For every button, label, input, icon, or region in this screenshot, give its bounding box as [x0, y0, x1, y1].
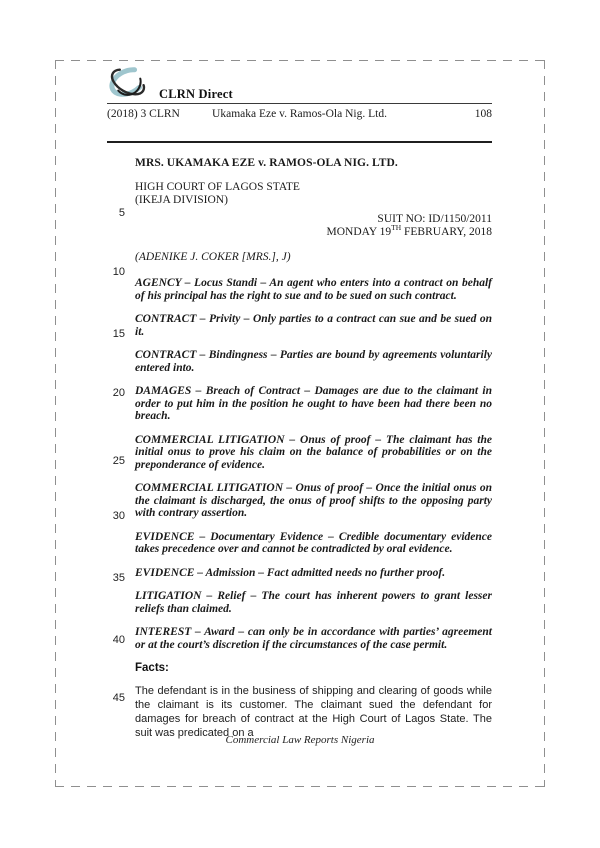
line-number: 35 [112, 572, 125, 584]
line-number: 15 [112, 328, 125, 340]
line-number: 5 [118, 207, 125, 219]
headnote-contract-privity: CONTRACT – Privity – Only parties to a contract can sue and be sued on it. [135, 313, 492, 338]
running-head [107, 108, 492, 120]
case-report-body [135, 157, 492, 740]
court-division: (IKEJA DIVISION) [135, 194, 228, 206]
headnote-commercial-litigation-1: COMMERCIAL LITIGATION – Onus of proof – The claimant has the initial onus to prove his claim on the balance of probabilities or on the preponderance of evidence. [135, 433, 492, 471]
facts-heading: Facts: [135, 662, 169, 674]
brand-name: CLRN Direct [159, 87, 233, 101]
date-ordinal: TH [391, 223, 402, 233]
running-case-title: Ukamaka Eze v. Ramos-Ola Nig. Ltd. [212, 108, 387, 120]
line-number: 45 [112, 692, 125, 704]
header-rule-top [107, 103, 492, 104]
line-number: 10 [112, 266, 125, 278]
header-rule-bottom [107, 141, 492, 143]
facts-paragraph: The defendant is in the business of shipping and clearing of goods while the claimant is its customer. The claimant sued the defendant for damages for breach of contract at the High Court of Lagos State. The suit was predicated on a [135, 685, 492, 739]
page-number: 108 [474, 108, 492, 120]
header-brand [106, 62, 233, 103]
suit-block [135, 213, 492, 239]
hearing-date: MONDAY 19TH FEBRUARY, 2018 [326, 223, 492, 238]
suit-number: SUIT NO: ID/1150/2011 [377, 213, 492, 225]
judge-name: (ADENIKE J. COKER [MRS.], J) [135, 251, 291, 263]
headnote-evidence-admission: EVIDENCE – Admission – Fact admitted needs no further proof. [135, 566, 446, 579]
headnote-damages: DAMAGES – Breach of Contract – Damages are due to the claimant in order to put him in the position he ought to have been had there been no breach. [135, 385, 492, 422]
case-title: MRS. UKAMAKA EZE v. RAMOS-OLA NIG. LTD. [135, 157, 398, 169]
headnote-interest-award: INTEREST – Award – can only be in accordance with parties’ agreement or at the court’s discretion if the circumstances of the case permit. [135, 626, 492, 651]
line-number: 30 [112, 510, 125, 522]
court-block [135, 181, 492, 207]
headnote-contract-bindingness: CONTRACT – Bindingness – Parties are bound by agreements voluntarily entered into. [135, 349, 492, 374]
report-citation: (2018) 3 CLRN [107, 108, 180, 120]
headnote-agency: AGENCY – Locus Standi – An agent who enters into a contract on behalf of his principal has the right to sue and to be sued on such contract. [135, 277, 492, 302]
report-page [55, 60, 545, 787]
court-name: HIGH COURT OF LAGOS STATE [135, 181, 300, 193]
headnote-evidence-documentary: EVIDENCE – Documentary Evidence – Credible documentary evidence takes precedence over and cannot be contradicted by oral evidence. [135, 530, 492, 555]
publication-footer: Commercial Law Reports Nigeria [225, 734, 375, 746]
line-number: 40 [112, 634, 125, 646]
headnote-litigation-relief: LITIGATION – Relief – The court has inherent powers to grant lesser reliefs than claimed. [135, 590, 492, 615]
line-number: 20 [112, 387, 125, 399]
line-number: 25 [112, 455, 125, 467]
clrn-swirl-logo-icon [106, 62, 150, 103]
headnote-commercial-litigation-2: COMMERCIAL LITIGATION – Onus of proof – Once the initial onus on the claimant is discharged, the onus of proof shifts to the opposing party with contrary assertion. [135, 482, 492, 519]
